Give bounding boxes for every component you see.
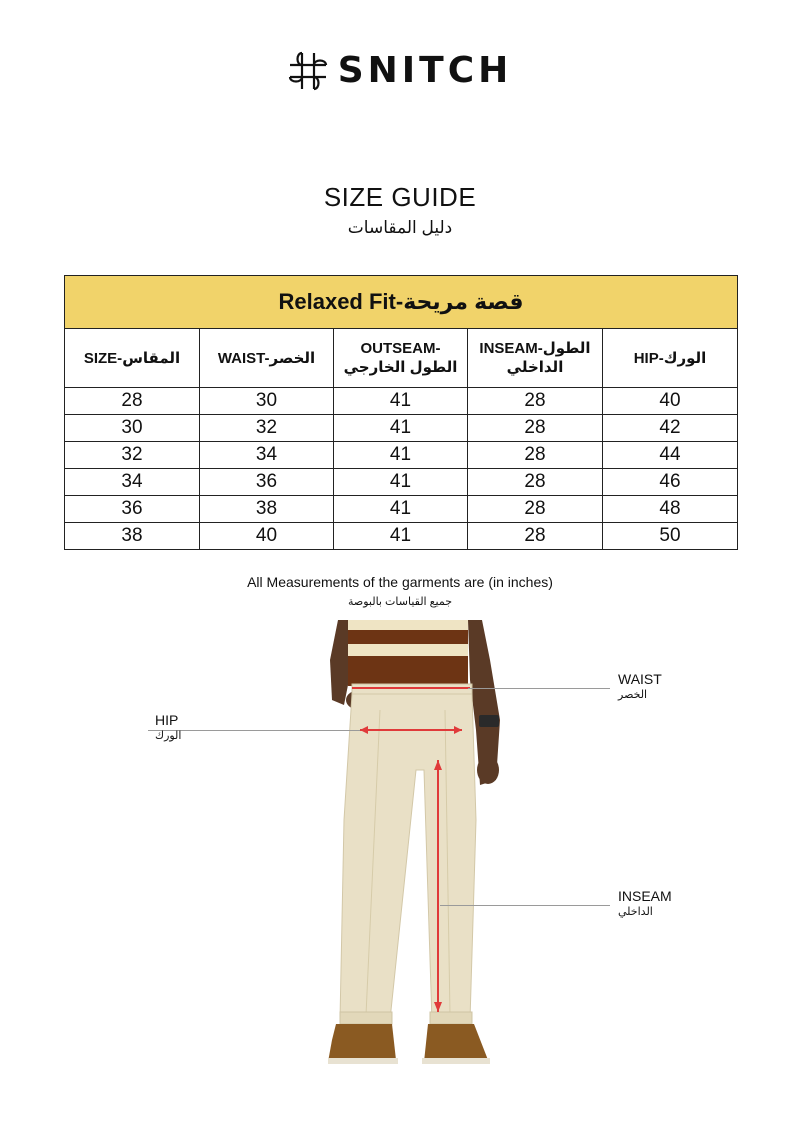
cell-inseam: 28 xyxy=(468,523,603,550)
size-table xyxy=(64,275,738,550)
inseam-callout-label: INSEAM xyxy=(618,888,672,904)
waist-callout-label-arabic: الخصر xyxy=(618,689,648,701)
hip-callout-label-arabic: الورك xyxy=(155,730,182,742)
hip-callout-label: HIP xyxy=(155,712,179,728)
cell-hip: 42 xyxy=(603,415,738,442)
column-header-line: WAIST-الخصر xyxy=(217,349,316,367)
column-header-line: الطول الخارجي xyxy=(343,359,458,376)
cell-waist: 32 xyxy=(200,415,334,442)
column-header-line: OUTSEAM- xyxy=(360,340,441,357)
column-header-size xyxy=(65,329,200,388)
table-row xyxy=(65,442,738,469)
table-row xyxy=(65,469,738,496)
brand-logo xyxy=(0,50,800,91)
measurement-note: All Measurements of the garments are (in inches) xyxy=(247,574,553,590)
cell-hip: 46 xyxy=(603,469,738,496)
inseam-leader-line xyxy=(440,905,610,906)
cell-size: 32 xyxy=(65,442,200,469)
column-header-line: الداخلي xyxy=(506,359,564,376)
cell-size: 28 xyxy=(65,388,200,415)
cell-hip: 44 xyxy=(603,442,738,469)
page-title-arabic: دليل المقاسات xyxy=(347,218,453,237)
inseam-callout xyxy=(618,888,672,918)
cell-inseam: 28 xyxy=(468,388,603,415)
waist-leader-line xyxy=(468,688,610,689)
inseam-callout-label-arabic: الداخلي xyxy=(618,906,653,918)
cell-size: 30 xyxy=(65,415,200,442)
cell-waist: 40 xyxy=(200,523,334,550)
table-row xyxy=(65,496,738,523)
cell-size: 34 xyxy=(65,469,200,496)
cell-outseam: 41 xyxy=(334,523,468,550)
column-header-line: SIZE-المقاس xyxy=(83,349,181,367)
cell-hip: 40 xyxy=(603,388,738,415)
cell-outseam: 41 xyxy=(334,388,468,415)
cell-size: 36 xyxy=(65,496,200,523)
column-header-line: INSEAM-الطول xyxy=(479,340,591,357)
column-header-waist xyxy=(200,329,334,388)
cell-inseam: 28 xyxy=(468,415,603,442)
cell-outseam: 41 xyxy=(334,415,468,442)
cell-inseam: 28 xyxy=(468,496,603,523)
cell-outseam: 41 xyxy=(334,469,468,496)
brand-name: SNITCH xyxy=(337,50,513,91)
column-header-row xyxy=(65,329,738,388)
cell-waist: 30 xyxy=(200,388,334,415)
cell-inseam: 28 xyxy=(468,442,603,469)
measurement-note-arabic: جميع القياسات بالبوصة xyxy=(347,596,453,608)
table-row xyxy=(65,388,738,415)
hip-callout xyxy=(155,712,181,742)
column-header-line: HIP-الورك xyxy=(633,349,707,367)
cell-inseam: 28 xyxy=(468,469,603,496)
brand-mark-icon xyxy=(288,51,328,91)
fit-header-row xyxy=(65,276,738,329)
waist-callout-label: WAIST xyxy=(618,671,662,687)
page-title: SIZE GUIDE xyxy=(323,182,477,212)
fit-label: Relaxed Fit-قصة مريحة xyxy=(65,276,738,329)
cell-outseam: 41 xyxy=(334,496,468,523)
column-header-hip xyxy=(603,329,738,388)
cell-waist: 38 xyxy=(200,496,334,523)
cell-waist: 36 xyxy=(200,469,334,496)
cell-hip: 50 xyxy=(603,523,738,550)
column-header-inseam xyxy=(468,329,603,388)
cell-outseam: 41 xyxy=(334,442,468,469)
table-row xyxy=(65,523,738,550)
cell-size: 38 xyxy=(65,523,200,550)
table-row xyxy=(65,415,738,442)
cell-hip: 48 xyxy=(603,496,738,523)
waist-callout xyxy=(618,671,662,701)
cell-waist: 34 xyxy=(200,442,334,469)
column-header-outseam xyxy=(334,329,468,388)
